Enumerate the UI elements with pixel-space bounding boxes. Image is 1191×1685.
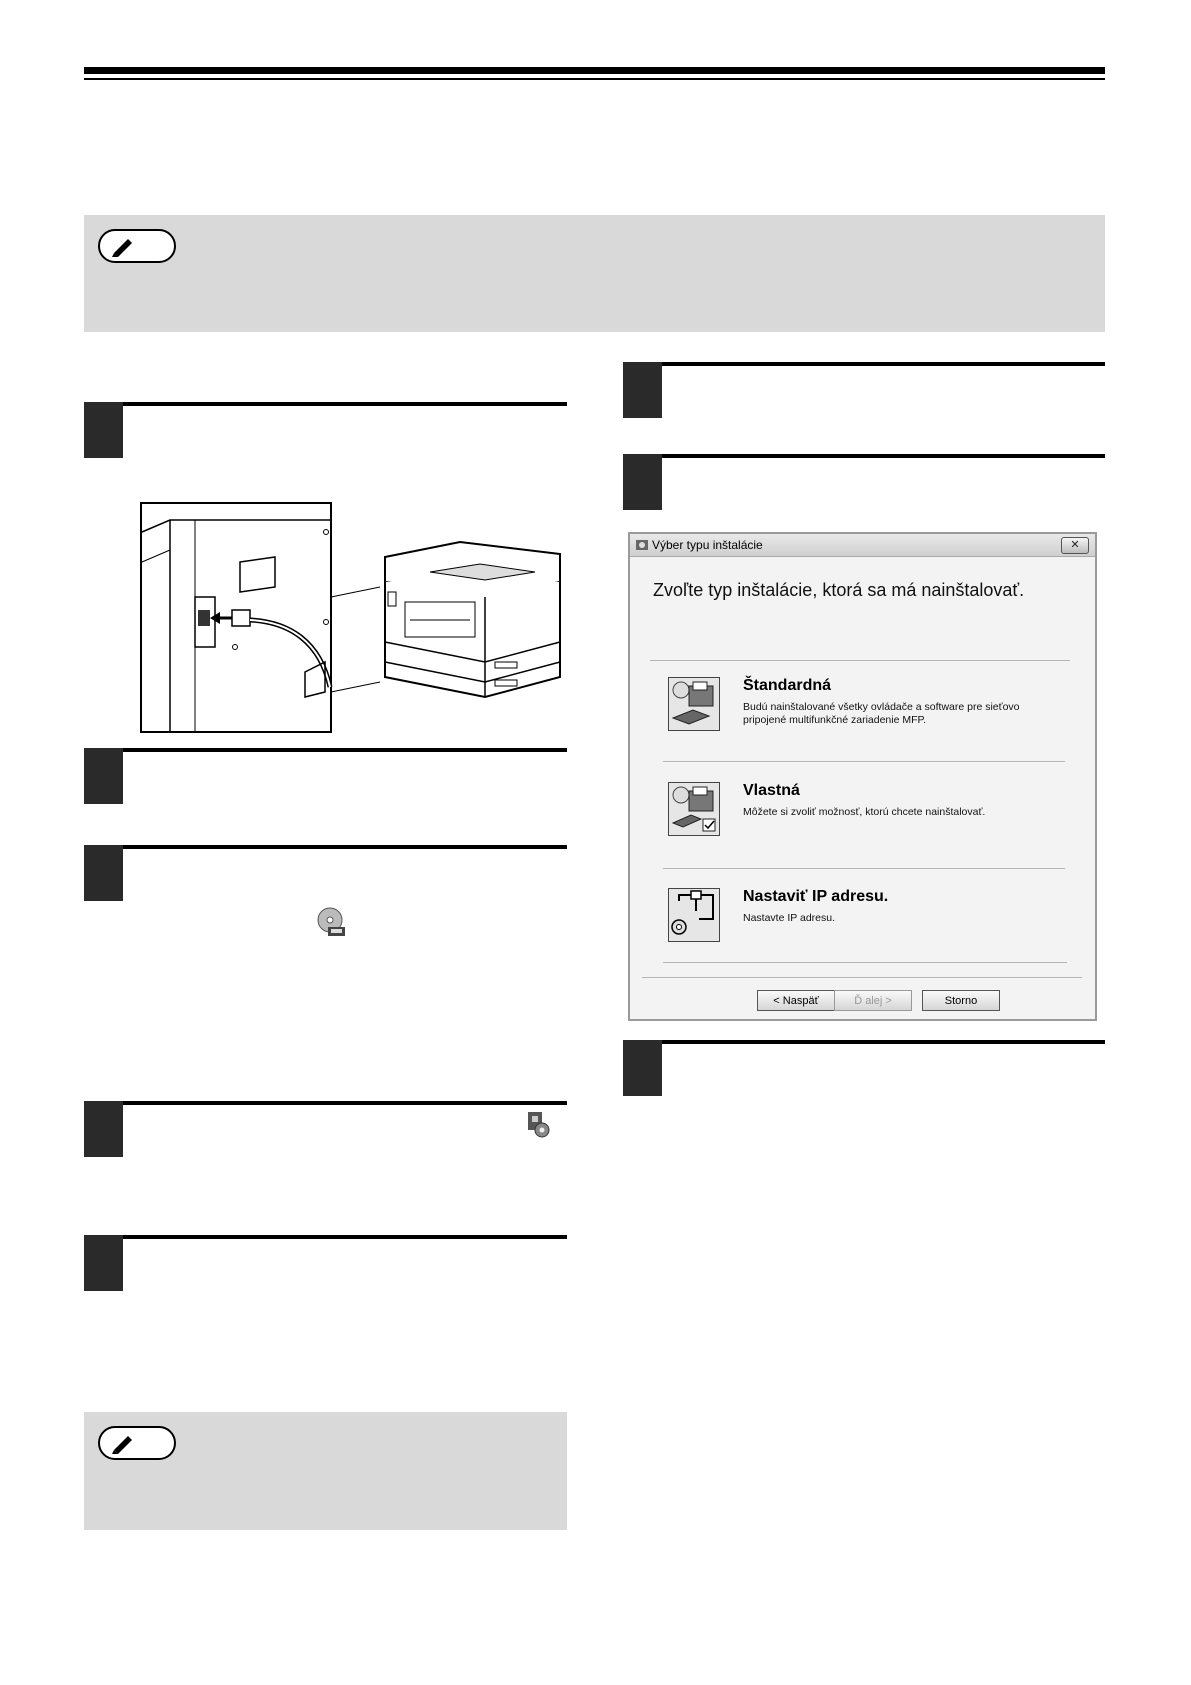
setup-program-icon	[524, 1110, 552, 1138]
back-button[interactable]: < Naspäť	[757, 990, 835, 1011]
network-config-icon	[669, 889, 719, 941]
install-type-dialog	[628, 532, 1097, 1021]
option-standard-description: Budú nainštalované všetky ovládače a software pre sieťovo pripojené multifunkčné zariadenie MFP.	[743, 701, 1020, 726]
separator	[642, 977, 1082, 978]
cancel-button[interactable]: Storno	[922, 990, 1000, 1011]
option-custom-description: Môžete si zvoliť možnosť, ktorú chcete nainštalovať.	[743, 806, 986, 818]
separator	[663, 761, 1065, 762]
separator	[650, 660, 1070, 661]
header-rule-thick	[84, 67, 1105, 74]
cd-rom-icon	[316, 907, 346, 937]
note-box-bottom	[84, 1412, 567, 1530]
lan-cable-connection-illustration	[140, 502, 561, 734]
note-box-top	[84, 215, 1105, 332]
option-custom-title[interactable]: Vlastná	[743, 782, 800, 799]
setup-app-icon	[634, 537, 650, 553]
printer-cd-icon	[669, 678, 719, 730]
note-pencil-icon	[98, 1426, 176, 1460]
dialog-titlebar	[630, 534, 1095, 557]
note-pencil-icon	[98, 229, 176, 263]
dialog-heading: Zvoľte typ inštalácie, ktorá sa má nainštalovať.	[653, 580, 1025, 600]
option-set-ip-button[interactable]	[668, 888, 720, 942]
option-standard-title[interactable]: Štandardná	[743, 677, 832, 694]
option-set-ip-description: Nastavte IP adresu.	[743, 912, 836, 924]
option-custom-button[interactable]	[668, 782, 720, 836]
option-set-ip-title[interactable]: Nastaviť IP adresu.	[743, 888, 889, 905]
separator	[663, 962, 1067, 963]
dialog-title: Výber typu inštalácie	[652, 538, 763, 552]
option-standard-button[interactable]	[668, 677, 720, 731]
header-rule-thin	[84, 78, 1105, 80]
close-button[interactable]: ✕	[1061, 537, 1089, 554]
separator	[663, 868, 1065, 869]
next-button[interactable]: Ď alej >	[834, 990, 912, 1011]
printer-checkbox-icon	[669, 783, 719, 835]
